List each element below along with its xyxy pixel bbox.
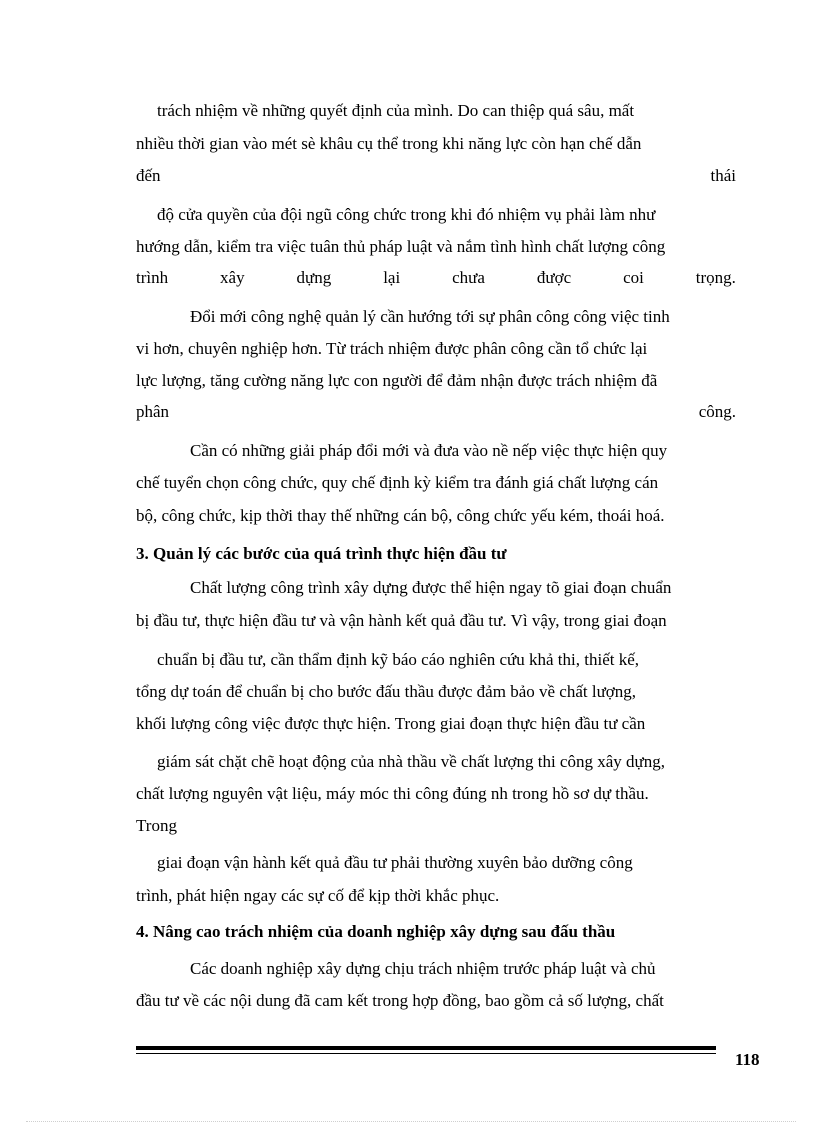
text-word: xây: [220, 268, 245, 287]
text-line: chuẩn bị đầu tư, cần thẩm định kỹ báo cáo nghiên cứu khả thi, thiết kế,: [157, 650, 640, 669]
page-number: 118: [735, 1050, 760, 1069]
text-line: độ cửa quyền của đội ngũ công chức trong khi đó nhiệm vụ phải làm như: [157, 205, 656, 224]
text-line: lực lượng, tăng cường năng lực con người để đảm nhận được trách nhiệm đã: [136, 371, 658, 390]
text-word: được: [536, 268, 572, 287]
text-line: trình, phát hiện ngay các sự cố để kịp thời khắc phục.: [136, 886, 500, 905]
text-word: coi: [623, 268, 644, 287]
text-line: [136, 268, 736, 288]
footer-rule-thin: [136, 1053, 716, 1054]
section-heading: 3. Quản lý các bước của quá trình thực hiện đầu tư: [136, 544, 507, 563]
text-line: trách nhiệm về những quyết định của mình. Do can thiệp quá sâu, mất: [157, 101, 635, 120]
page-edge-dotted-line: [26, 1121, 796, 1122]
text-line: Chất lượng công trình xây dựng được thể hiện ngay tõ giai đoạn chuẩn: [190, 578, 672, 597]
text-word: thái: [710, 166, 736, 185]
section-heading: 4. Nâng cao trách nhiệm của doanh nghiệp xây dựng sau đấu thầu: [136, 922, 616, 941]
text-line: bị đầu tư, thực hiện đầu tư và vận hành kết quả đầu tư. Vì vậy, trong giai đoạn: [136, 611, 667, 630]
text-line: đầu tư về các nội dung đã cam kết trong hợp đồng, bao gồm cả số lượng, chất: [136, 991, 664, 1010]
text-line: bộ, công chức, kịp thời thay thế những cán bộ, công chức yếu kém, thoái hoá.: [136, 506, 665, 525]
text-line: Đổi mới công nghệ quản lý cần hướng tới sự phân công công việc tinh: [190, 307, 670, 326]
text-word: trọng.: [695, 268, 736, 287]
text-line: giám sát chặt chẽ hoạt động của nhà thầu về chất lượng thi công xây dựng,: [157, 752, 665, 771]
text-line: nhiều thời gian vào mét sè khâu cụ thể trong khi năng lực còn hạn chế dẫn: [136, 134, 642, 153]
footer-rule-thick: [136, 1046, 716, 1050]
text-line: chế tuyển chọn công chức, quy chế định kỳ kiểm tra đánh giá chất lượng cán: [136, 473, 659, 492]
text-line: giai đoạn vận hành kết quả đầu tư phải thường xuyên bảo dưỡng công: [157, 853, 633, 872]
text-line: [136, 166, 736, 186]
text-line: vi hơn, chuyên nghiệp hơn. Từ trách nhiệm được phân công cần tổ chức lại: [136, 339, 648, 358]
text-word: dựng: [296, 268, 332, 287]
text-word: trình: [136, 268, 169, 287]
text-word: công.: [698, 402, 736, 421]
text-line: hướng dẫn, kiểm tra việc tuân thủ pháp luật và nắm tình hình chất lượng công: [136, 237, 666, 256]
text-word: lại: [383, 268, 401, 287]
text-line: khối lượng công việc được thực hiện. Trong giai đoạn thực hiện đầu tư cần: [136, 714, 646, 733]
text-line: Các doanh nghiệp xây dựng chịu trách nhiệm trước pháp luật và chủ: [190, 959, 656, 978]
text-line: [136, 402, 736, 422]
text-line: Trong: [136, 816, 177, 835]
text-word: chưa: [452, 268, 485, 287]
text-word: đến: [136, 166, 161, 185]
text-line: Cần có những giải pháp đổi mới và đưa vào nề nếp việc thực hiện quy: [190, 441, 668, 460]
text-line: chất lượng nguyên vật liệu, máy móc thi công đúng nh trong hồ sơ dự thầu.: [136, 784, 649, 803]
text-word: phân: [136, 402, 170, 421]
text-line: tổng dự toán để chuẩn bị cho bước đấu thầu được đảm bảo về chất lượng,: [136, 682, 637, 701]
